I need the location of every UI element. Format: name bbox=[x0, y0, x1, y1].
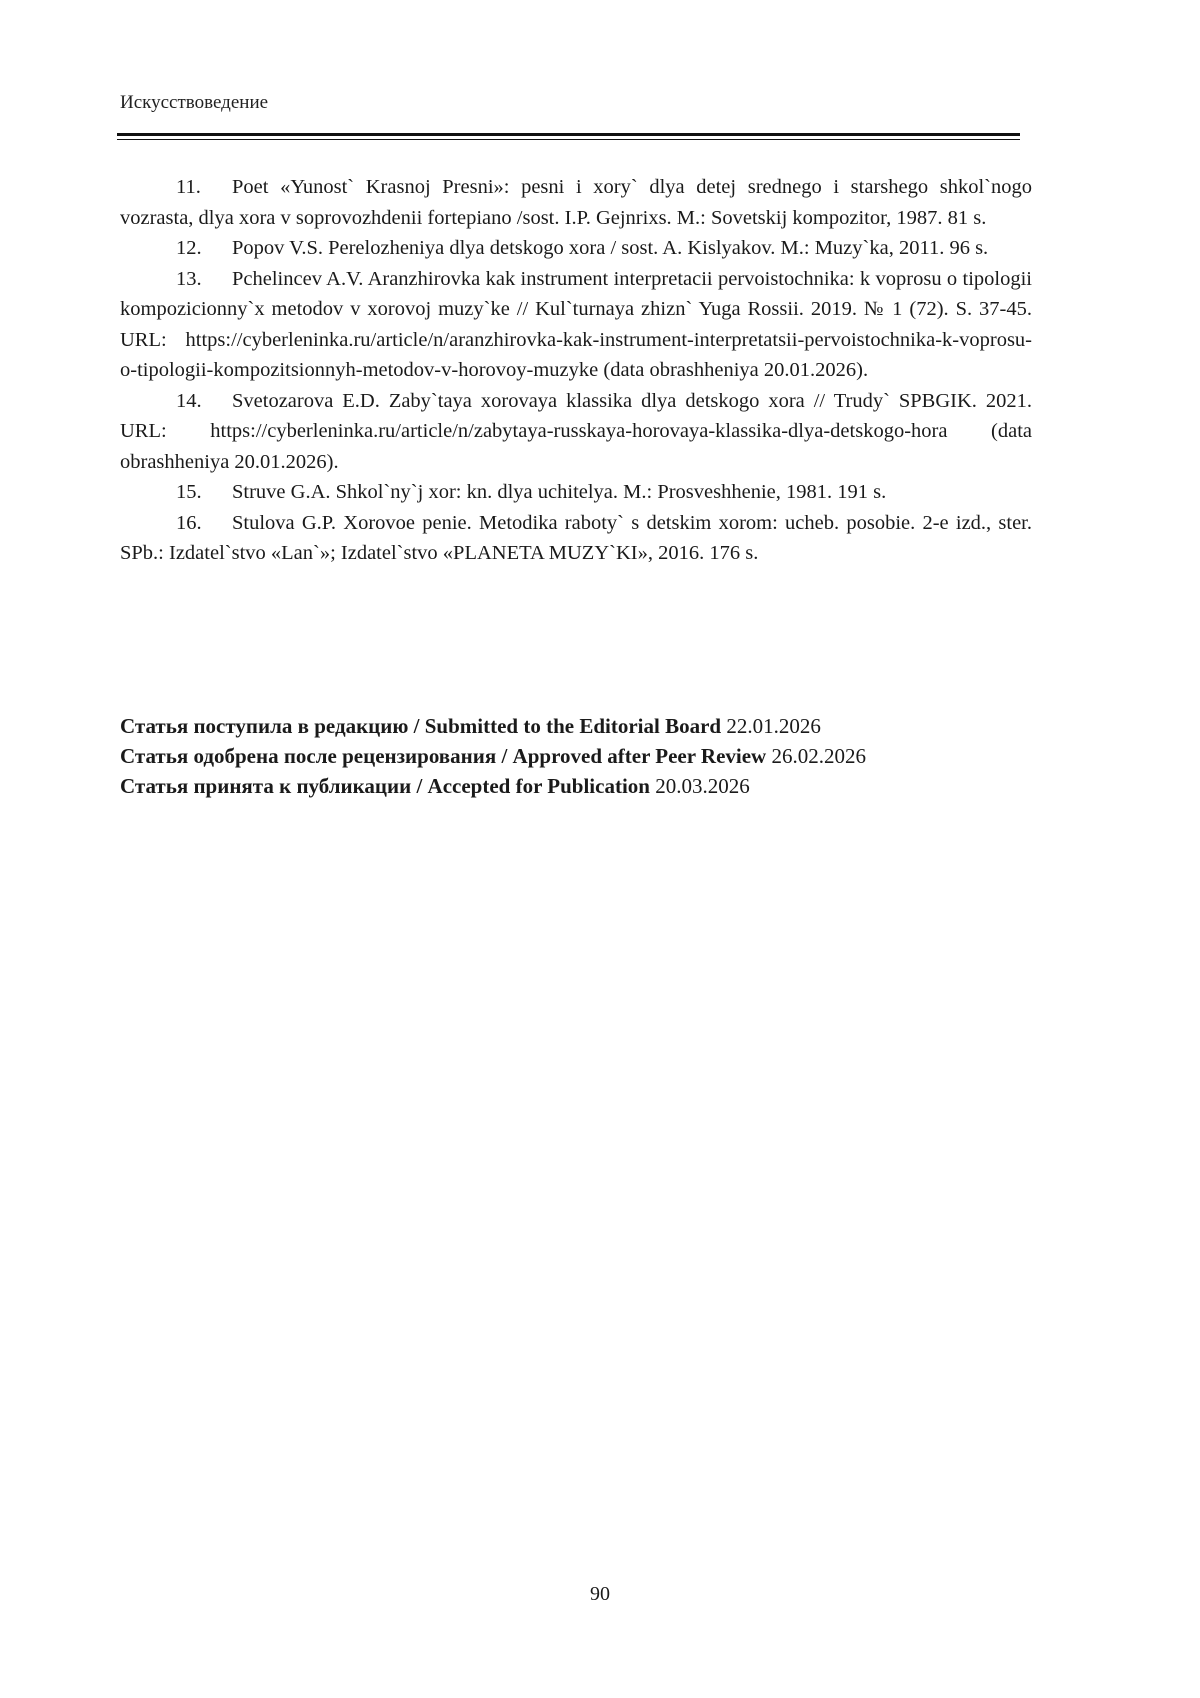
running-head-title: Искусствоведение bbox=[120, 92, 269, 113]
reference-number: 15. bbox=[176, 481, 202, 503]
history-date: 22.01.2026 bbox=[726, 714, 821, 738]
reference-number: 16. bbox=[176, 511, 202, 534]
reference-text: Pchelincev A.V. Aranzhirovka kak instrument interpretacii pervoistochnika: k voprosu o tipologii kompozicionny`x metodov v xorovoj muzy`ke // Kul`turnaya zhizn` Yuga Rossii. 2019. № 1 (72). S. 37-45. URL: https://cyberleninka.ru/article/n/aranzhirovka-kak-instrument-interpretatsii-pervoistochnika-k-voprosu-o-tipologii-kompozitsionnyh-metodov-v-horovoy-muzyke (data obrashheniya 20.01.2026). bbox=[120, 267, 1032, 381]
reference-text: Struve G.A. Shkol`ny`j xor: kn. dlya uchitelya. M.: Prosveshhenie, 1981. 191 s. bbox=[232, 481, 887, 503]
header-rule-thick bbox=[117, 133, 1020, 136]
reference-text: Svetozarova E.D. Zaby`taya xorovaya klassika dlya detskogo xora // Trudy` SPBGIK. 2021. URL: https://cyberleninka.ru/article/n/zabytaya-russkaya-horovaya-klassika-dlya-detskogo-hora (data obrashheniya 20.01.2026). bbox=[120, 389, 1032, 473]
reference-text: Poet «Yunost` Krasnoj Presni»: pesni i xory` dlya detej srednego i starshego shkol`nogo vozrasta, dlya xora v soprovozhdenii fortepiano /sost. I.P. Gejnrixs. M.: Sovetskij kompozitor, 1987. 81 s. bbox=[120, 176, 1032, 229]
header-rule-thin bbox=[117, 139, 1020, 140]
history-label: Статья принята к публикации / Accepted for Publication bbox=[120, 774, 650, 798]
reference-number: 12. bbox=[176, 237, 202, 259]
reference-text: Stulova G.P. Xorovoe penie. Metodika raboty` s detskim xorom: ucheb. posobie. 2-e izd., ster. SPb.: Izdatel`stvo «Lan`»; Izdatel`stvo «PLANETA MUZY`KI», 2016. 176 s. bbox=[120, 511, 1032, 564]
reference-number: 13. bbox=[176, 267, 202, 290]
article-history bbox=[120, 711, 1080, 801]
reference-text: Popov V.S. Perelozheniya dlya detskogo xora / sost. A. Kislyakov. M.: Muzy`ka, 2011. 96 s. bbox=[232, 237, 989, 259]
reference-number: 11. bbox=[176, 176, 201, 198]
reference-number: 14. bbox=[176, 389, 202, 412]
reference-item bbox=[120, 264, 1032, 386]
reference-item bbox=[120, 233, 1032, 264]
history-label: Статья одобрена после рецензирования / Approved after Peer Review bbox=[120, 744, 767, 768]
reference-item bbox=[120, 477, 1032, 508]
history-label: Статья поступила в редакцию / Submitted to the Editorial Board bbox=[120, 714, 722, 738]
history-submitted bbox=[120, 711, 1080, 741]
page-number: 90 bbox=[590, 1583, 610, 1605]
history-accepted bbox=[120, 771, 1080, 801]
history-date: 20.03.2026 bbox=[655, 774, 750, 798]
history-approved bbox=[120, 741, 1080, 771]
history-date: 26.02.2026 bbox=[771, 744, 866, 768]
reference-item bbox=[120, 172, 1032, 233]
reference-list bbox=[120, 172, 1032, 569]
reference-item bbox=[120, 508, 1032, 569]
reference-item bbox=[120, 386, 1032, 478]
